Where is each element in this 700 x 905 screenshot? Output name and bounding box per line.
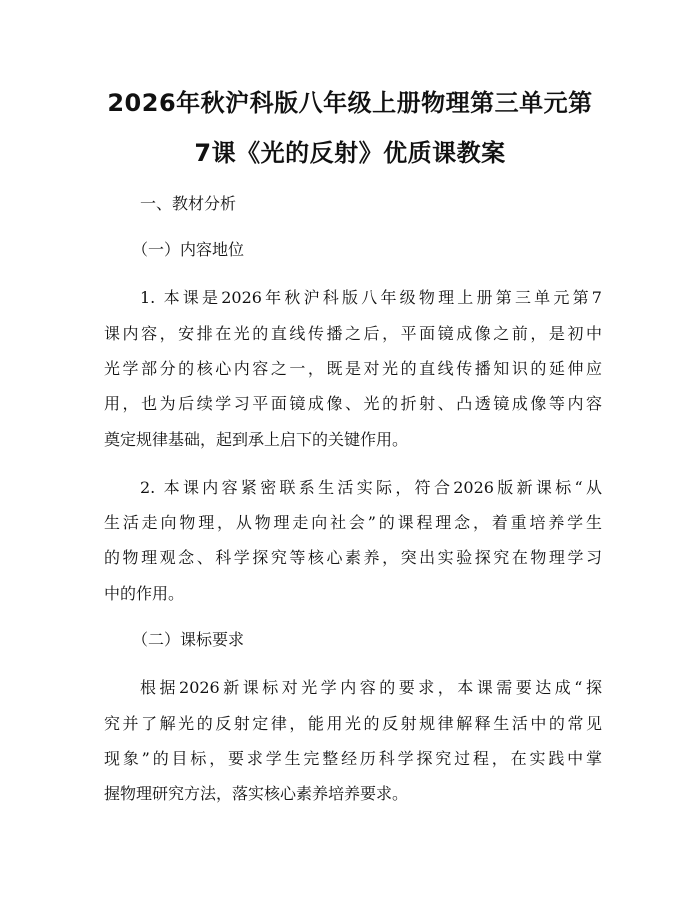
paragraph-3-line: 究并了解光的反射定律，能用光的反射规律解释生活中的常见 (104, 714, 602, 733)
paragraph-3-line: 握物理研究方法，落实核心素养培养要求。 (104, 784, 409, 803)
subsection-heading-content-position: （一）内容地位 (132, 240, 245, 259)
paragraph-1-line: 用，也为后续学习平面镜成像、光的折射、凸透镜成像等内容 (104, 394, 602, 413)
paragraph-1-line: 奠定规律基础，起到承上启下的关键作用。 (104, 430, 409, 449)
paragraph-2-line: 生活走向物理，从物理走向社会”的课程理念，着重培养学生 (104, 513, 602, 532)
paragraph-2-line: 中的作用。 (104, 584, 185, 603)
document-title-line-1: 2026年秋沪科版八年级上册物理第三单元第 (107, 89, 593, 117)
paragraph-3-line: 根据2026新课标对光学内容的要求，本课需要达成“探 (140, 678, 602, 697)
document-title-line-2: 7课《光的反射》优质课教案 (194, 139, 506, 167)
paragraph-3-line: 现象”的目标，要求学生完整经历科学探究过程，在实践中掌 (104, 749, 602, 768)
paragraph-2-line: 的物理观念、科学探究等核心素养，突出实验探究在物理学习 (104, 548, 602, 567)
paragraph-1-line: 光学部分的核心内容之一，既是对光的直线传播知识的延伸应 (104, 359, 602, 378)
section-heading-textbook-analysis: 一、教材分析 (140, 194, 237, 213)
paragraph-1-line: 1. 本课是2026年秋沪科版八年级物理上册第三单元第7 (140, 288, 602, 307)
subsection-heading-curriculum-standard: （二）课标要求 (132, 630, 245, 649)
paragraph-2-line: 2. 本课内容紧密联系生活实际，符合2026版新课标“从 (140, 478, 602, 497)
paragraph-1-line: 课内容，安排在光的直线传播之后，平面镜成像之前，是初中 (104, 324, 602, 343)
